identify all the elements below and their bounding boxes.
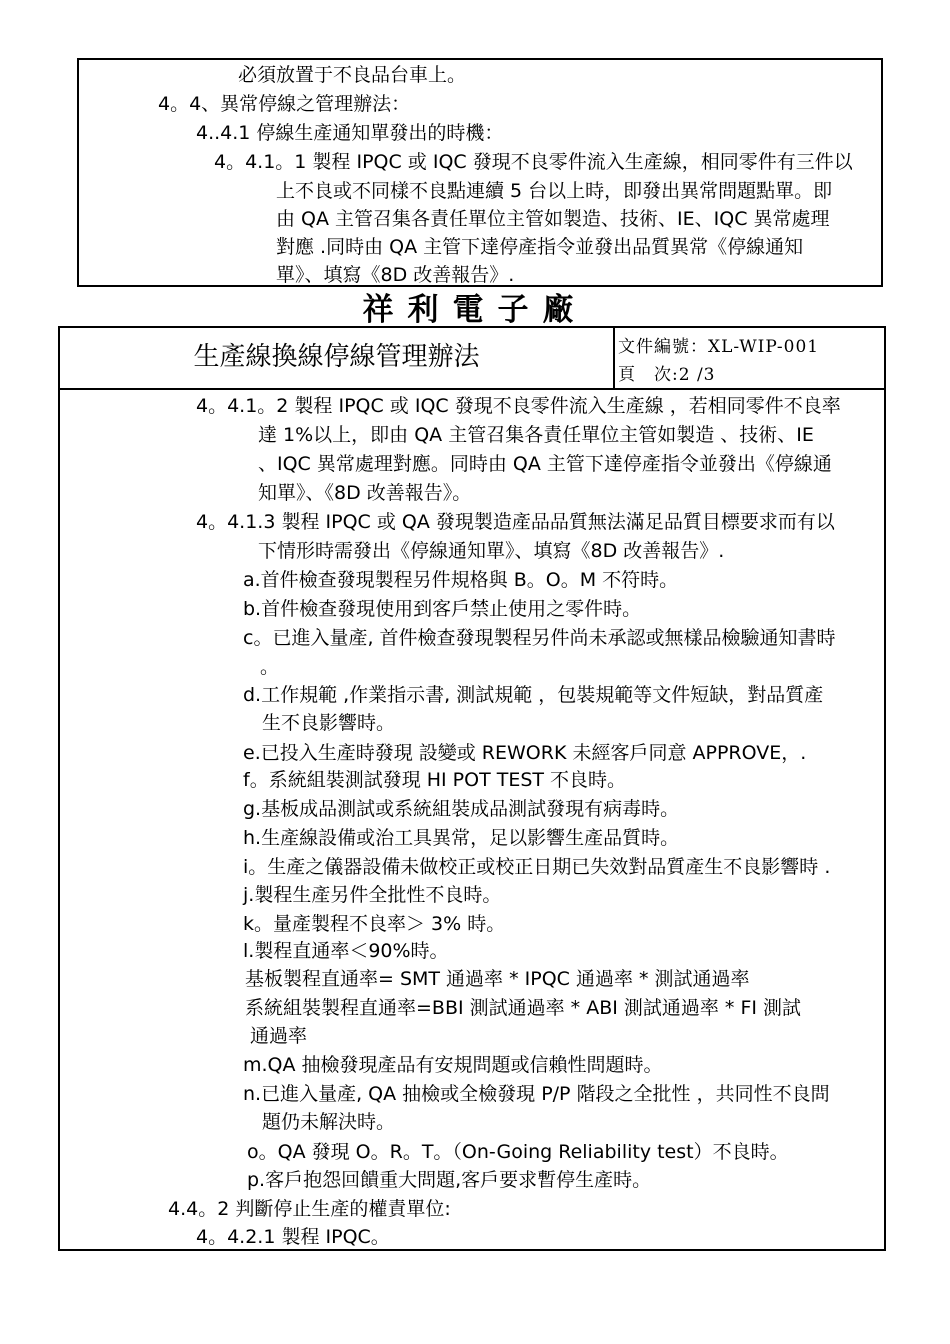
text-line: 4。4.1。1 製程 IPQC 或 IQC 發現不良零件流入生產線，相同零件有三件以 xyxy=(214,151,853,173)
text-line: 上不良或不同樣不良點連續 5 台以上時，即發出異常問題點單。即 xyxy=(276,180,833,202)
list-item: b.首件檢查發現使用到客戶禁止使用之零件時。 xyxy=(243,598,642,620)
list-item: i。生產之儀器設備未做校正或校正日期已失效對品質產生不良影響時 . xyxy=(243,856,831,878)
list-item: k。量產製程不良率＞ 3% 時。 xyxy=(243,913,506,935)
formula-line-continuation: 通過率 xyxy=(250,1025,308,1047)
header-column-divider xyxy=(613,326,615,389)
subsection-heading: 4。4.2.1 製程 IPQC。 xyxy=(196,1226,390,1248)
subsection-heading: 4。4.1。2 製程 IPQC 或 IQC 發現不良零件流入生產線 ，若相同零件不良率 xyxy=(196,395,841,417)
list-item-continuation: 生不良影響時。 xyxy=(262,712,396,734)
subsection-heading: 4..4.1 停線生產通知單發出的時機： xyxy=(196,122,504,144)
text-line: 單》、填寫《8D 改善報告》. xyxy=(276,264,515,286)
list-item: o。QA 發現 O。R。T。（On-Going Reliability test）不良時。 xyxy=(247,1141,789,1163)
list-item: a.首件檢查發現製程另件規格與 B。O。M 不符時。 xyxy=(243,569,679,591)
list-item: f。系統組裝測試發現 HI POT TEST 不良時。 xyxy=(243,769,627,791)
formula-line: 系統組裝製程直通率=BBI 測試通過率 * ABI 測試通過率 * FI 測試 xyxy=(245,997,802,1019)
text-line: 對應 .同時由 QA 主管下達停產指令並發出品質異常《停線通知 xyxy=(276,236,804,258)
section-heading: 4。4、異常停線之管理辦法： xyxy=(158,93,411,115)
text-line: 由 QA 主管召集各責任單位主管如製造、技術、IE、IQC 異常處理 xyxy=(276,208,830,230)
list-item: l.製程直通率＜90%時。 xyxy=(243,940,449,962)
header-divider xyxy=(58,388,886,390)
text-line: 必須放置于不良品台車上。 xyxy=(238,64,467,86)
page-number: 頁 次:2 /3 xyxy=(618,365,716,385)
list-item: h.生產線設備或治工具異常，足以影響生產品質時。 xyxy=(243,827,680,849)
subsection-heading: 4.4。2 判斷停止生產的權責單位: xyxy=(168,1198,451,1220)
formula-line: 基板製程直通率= SMT 通過率 * IPQC 通過率 * 測試通過率 xyxy=(245,968,750,990)
list-item: e.已投入生產時發現 設變或 REWORK 未經客戶同意 APPROVE，. xyxy=(243,742,807,764)
list-item: j.製程生產另件全批性不良時。 xyxy=(243,884,502,906)
list-item: g.基板成品測試或系統組裝成品測試發現有病毒時。 xyxy=(243,798,680,820)
list-item-continuation: 題仍未解決時。 xyxy=(262,1111,396,1133)
list-item-continuation: 。 xyxy=(260,656,280,678)
list-item: p.客戶抱怨回饋重大問題,客戶要求暫停生產時。 xyxy=(247,1169,652,1191)
list-item: n.已進入量產, QA 抽檢或全檢發現 P/P 階段之全批性 ，共同性不良問 xyxy=(243,1083,830,1105)
document-number: 文件編號：XL-WIP-001 xyxy=(618,337,820,357)
list-item: c。已進入量產, 首件檢查發現製程另件尚未承認或無樣品檢驗通知書時 xyxy=(243,627,836,649)
company-name: 祥利電子廠 xyxy=(362,292,588,328)
list-item: d.工作規範 ,作業指示書, 測試規範 ，包裝規範等文件短缺，對品質產 xyxy=(243,684,824,706)
text-line: 、IQC 異常處理對應。同時由 QA 主管下達停產指令並發出《停線通 xyxy=(258,453,832,475)
document-title: 生產線換線停線管理辦法 xyxy=(193,342,480,372)
list-item: m.QA 抽檢發現產品有安規問題或信賴性問題時。 xyxy=(243,1054,663,1076)
text-line: 知單》、《8D 改善報告》。 xyxy=(258,482,472,504)
text-line: 達 1%以上，即由 QA 主管召集各責任單位主管如製造 、技術、IE xyxy=(258,424,814,446)
text-line: 下情形時需發出《停線通知單》、填寫《8D 改善報告》. xyxy=(258,540,725,562)
subsection-heading: 4。4.1.3 製程 IPQC 或 QA 發現製造產品品質無法滿足品質目標要求而有以 xyxy=(196,511,835,533)
